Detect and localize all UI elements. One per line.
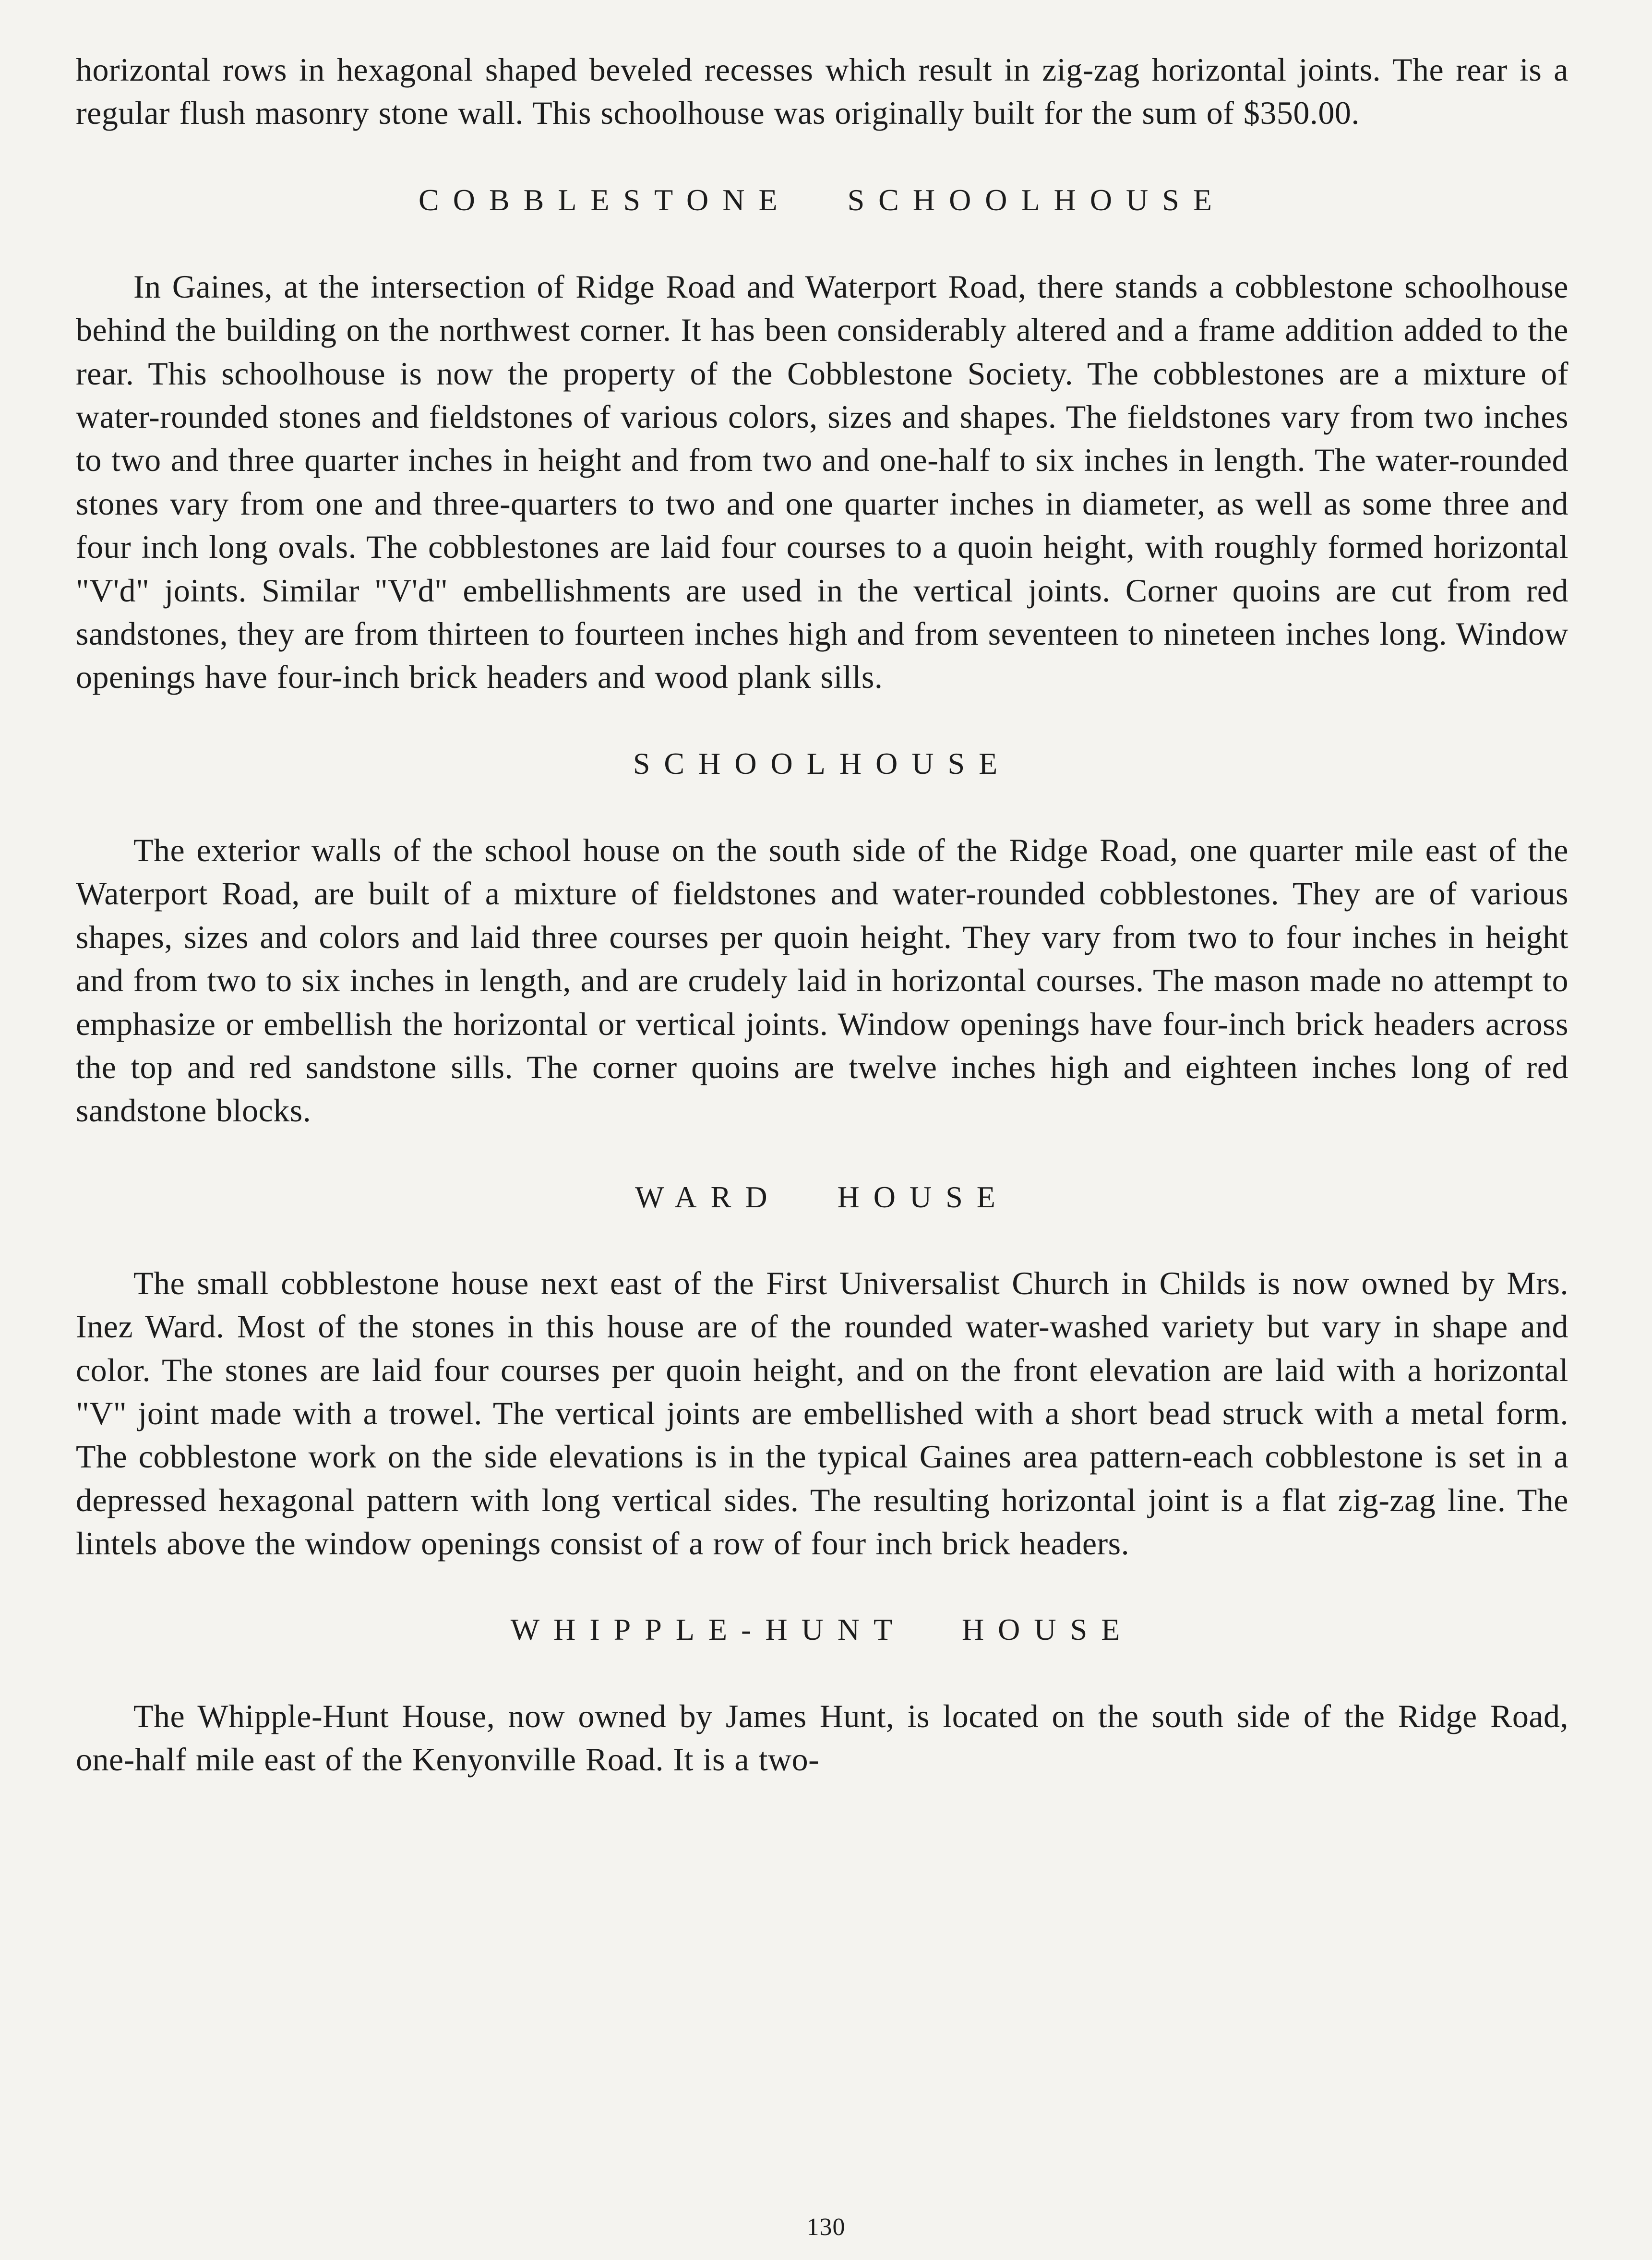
section-body-ward-house: The small cobblestone house next east of the First Universalist Church in Childs is now owned by Mrs. Inez Ward. Most of the stones in this house are of the rounded water-washed variety but vary in shape and color. The stones are laid four courses per quoin height, and on the front elevation are laid with a horizontal "V" joint made with a trowel. The vertical joints are embellished with a short bead struck with a metal form. The cobblestone work on the side elevations is in the typical Gaines area pattern-each cobblestone is set in a depressed hexagonal pattern with long vertical sides. The resulting horizontal joint is a flat zig-zag line. The lintels above the window openings consist of a row of four inch brick headers. (76, 1264, 1568, 1562)
section-heading-schoolhouse: SCHOOLHOUSE (633, 746, 1012, 781)
page-number: 130 (806, 2213, 846, 2241)
section-heading-cobblestone-schoolhouse: COBBLESTONE SCHOOLHOUSE (419, 182, 1226, 217)
intro-paragraph: horizontal rows in hexagonal shaped beveled recesses which result in zig-zag horizontal joints. The rear is a regular flush masonry stone wall. This schoolhouse was originally built for the sum of $350.00. (76, 51, 1568, 132)
section-body-whipple-hunt-house: The Whipple-Hunt House, now owned by James Hunt, is located on the south side of the Ridge Road, one-half mile east of the Kenyonville Road. It is a two- (76, 1697, 1568, 1778)
section-body-cobblestone-schoolhouse: In Gaines, at the intersection of Ridge Road and Waterport Road, there stands a cobblestone schoolhouse behind the building on the northwest corner. It has been considerably altered and a frame addition added to the rear. This schoolhouse is now the property of the Cobblestone Society. The cobblestones are a mixture of water-rounded stones and fieldstones of various colors, sizes and shapes. The fieldstones vary from two inches to two and three quarter inches in height and from two and one-half to six inches in length. The water-rounded stones vary from one and three-quarters to two and one quarter inches in diameter, as well as some three and four inch long ovals. The cobblestones are laid four courses to a quoin height, with roughly formed horizontal "V'd" joints. Similar "V'd" embellishments are used in the vertical joints. Corner quoins are cut from red sandstones, they are from thirteen to fourteen inches high and from seventeen to nineteen inches long. Window openings have four-inch brick headers and wood plank sills. (76, 268, 1568, 696)
section-heading-ward-house: WARD HOUSE (635, 1179, 1009, 1214)
section-body-schoolhouse: The exterior walls of the school house on the south side of the Ridge Road, one quarter mile east of the Waterport Road, are built of a mixture of fieldstones and water-rounded cobblestones. They are of various shapes, sizes and colors and laid three courses per quoin height. They vary from two to four inches in height and from two to six inches in length, and are crudely laid in horizontal courses. The mason made no attempt to emphasize or embellish the horizontal or vertical joints. Window openings have four-inch brick headers across the top and red sandstone sills. The corner quoins are twelve inches high and eighteen inches long of red sandstone blocks. (76, 831, 1568, 1129)
document-page (76, 48, 1568, 1781)
section-heading-whipple-hunt-house: WHIPPLE-HUNT HOUSE (510, 1612, 1134, 1647)
